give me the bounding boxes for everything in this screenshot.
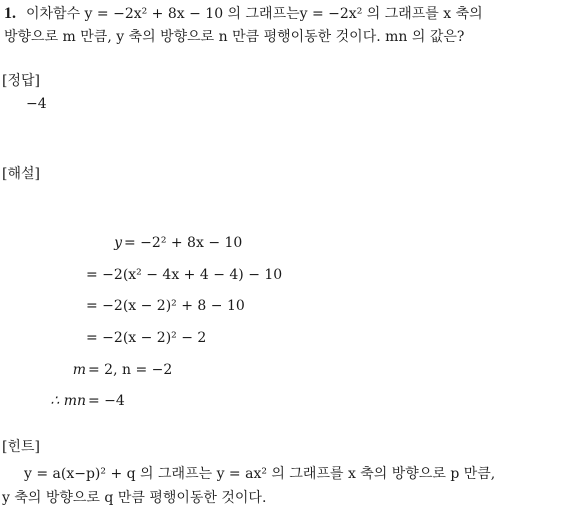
solution-step xyxy=(30,327,330,349)
answer-value: −4 xyxy=(26,96,47,112)
question-text-line-2: 방향으로 m 만큼, y 축의 방향으로 n 만큼 평행이동한 것이다. mn 의 값은? xyxy=(4,29,465,45)
solution-header: [해설] xyxy=(2,166,40,182)
solution-step xyxy=(30,390,330,412)
step-lhs: y xyxy=(114,235,122,251)
step-lhs: m xyxy=(72,362,86,378)
hint-line-2: y 축의 방향으로 q 만큼 평행이동한 것이다. xyxy=(2,490,267,506)
solution-step xyxy=(30,359,330,381)
solution-step xyxy=(30,264,330,286)
question-number: 1. xyxy=(4,5,16,22)
step-lhs: ∴ mn xyxy=(50,393,86,409)
step-rhs: = −2² + 8x − 10 xyxy=(124,235,243,251)
question-text-line-1: 이차함수 y = −2x² + 8x − 10 의 그래프는y = −2x² 의 그래프를 x 축의 xyxy=(26,6,483,22)
solution-step xyxy=(30,295,330,317)
question xyxy=(4,2,570,49)
answer-header: [정답] xyxy=(2,73,40,89)
step-rhs: = −2(x − 2)² + 8 − 10 xyxy=(86,298,245,314)
step-rhs: = −2(x − 2)² − 2 xyxy=(86,330,207,346)
step-rhs: = 2, n = −2 xyxy=(88,362,173,378)
hint-header: [힌트] xyxy=(2,439,40,455)
step-rhs: = −4 xyxy=(88,393,125,409)
solution-step xyxy=(30,232,330,254)
step-rhs: = −2(x² − 4x + 4 − 4) − 10 xyxy=(86,267,283,283)
hint-body xyxy=(2,462,570,510)
hint-line-1: y = a(x−p)² + q 의 그래프는 y = ax² 의 그래프를 x 축의 방향으로 p 만큼, xyxy=(24,466,496,482)
question-line-1 xyxy=(4,2,570,26)
